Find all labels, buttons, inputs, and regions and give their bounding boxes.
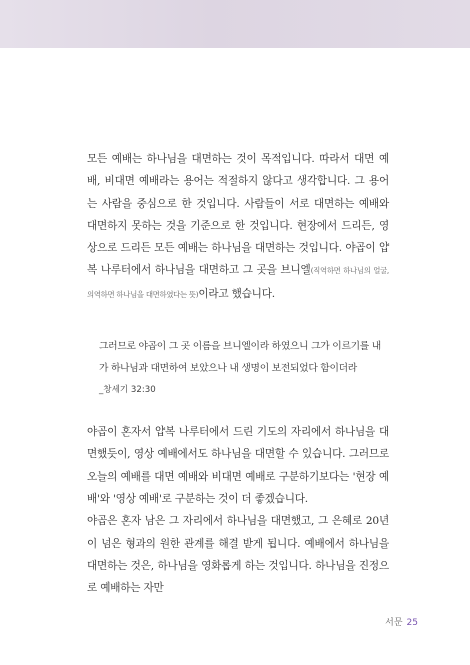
page-number: 25 bbox=[406, 618, 418, 628]
paragraph-1-text: 모든 예배는 하나님을 대면하는 것이 목적입니다. 따라서 대면 예배, 비대면 예배라는 용어는 적절하지 않다고 생각합니다. 그 용어는 사람을 중심으로 한 것입니다. 사람들이 서로 대면하는 예배와 대면하지 못하는 것을 기준으로 한 것입니다. 현장에서 드리든, 영상으로 드리든 모든 예배는 하나님을 대면하는 것입니다. 야곱이 얍복 나루터에서 하나님을 대면하고 그 곳을 브니엘 bbox=[87, 153, 389, 277]
paragraph-1-end: 이라고 했습니다. bbox=[198, 287, 275, 300]
paragraph-2: 야곱이 혼자서 얍복 나루터에서 드린 기도의 자리에서 하나님을 대면했듯이, 영상 예배에서도 하나님을 대면할 수 있습니다. 그러므로 오늘의 예배를 대면 예배와 비대면 예배로 구분하기보다는 '현장 예배'와 '영상 예배'로 구분하는 것이 더 좋겠습니다. bbox=[87, 426, 389, 505]
page-footer bbox=[385, 615, 418, 628]
scripture-quote: 그러므로 야곱이 그 곳 이름을 브니엘이라 하였으니 그가 이르기를 내가 하나님과 대면하여 보았으나 내 생명이 보전되었다 함이더라 bbox=[99, 341, 381, 375]
scripture-source: _창세기 32:30 bbox=[99, 385, 156, 396]
paragraph-1-note: (직역하면 하나님의 얼굴, 의역하면 하나님을 대면하였다는 뜻) bbox=[87, 266, 389, 299]
section-title: 서문 bbox=[385, 618, 403, 628]
header-band bbox=[0, 0, 470, 48]
paragraph-1 bbox=[87, 148, 389, 306]
page-body bbox=[87, 148, 389, 599]
paragraph-3: 야곱은 혼자 남은 그 자리에서 하나님을 대면했고, 그 은혜로 20년이 넘은 형과의 원한 관계를 해결 받게 됩니다. 예배에서 하나님을 대면하는 것은, 하나님을 영화롭게 하는 것입니다. 하나님을 진정으로 예배하는 자만 bbox=[87, 515, 389, 595]
